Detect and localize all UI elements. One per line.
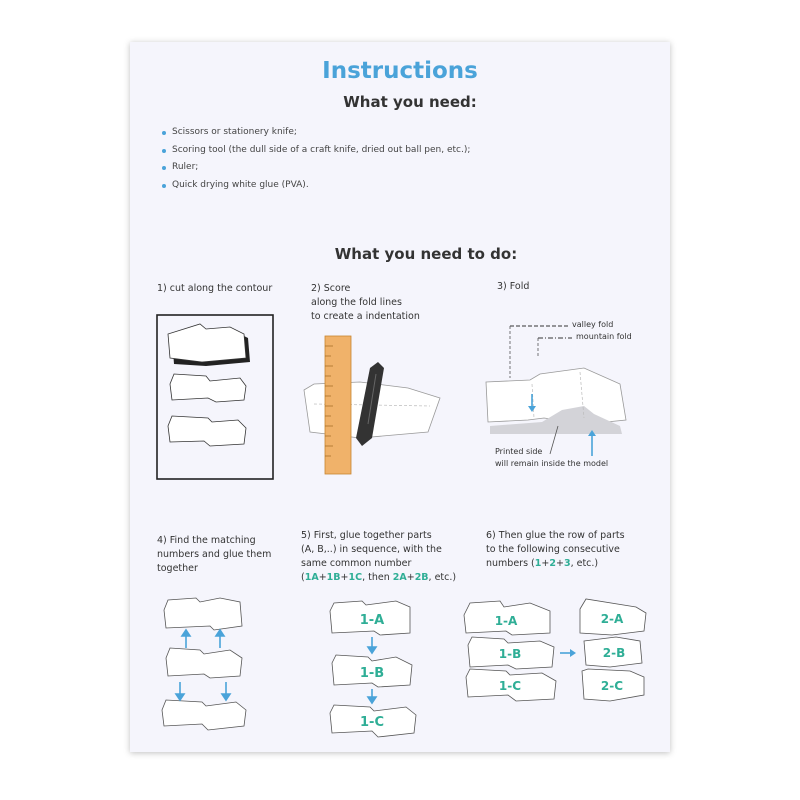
part-ref: 1C (348, 572, 363, 583)
match-numbers-illustration (156, 592, 286, 742)
step-2-line: to create a indentation (311, 311, 420, 322)
plus-sign: + (555, 558, 564, 569)
mountain-fold-label: mountain fold (576, 332, 632, 341)
what-you-need-to-do-heading: What you need to do: (334, 245, 518, 263)
score-illustration (300, 334, 450, 484)
plus-sign: + (318, 572, 327, 583)
step-6-line: to the following consecutive (486, 544, 620, 555)
step-6-line: 6) Then glue the row of parts (486, 530, 625, 541)
plus-sign: + (406, 572, 415, 583)
plus-sign: + (340, 572, 349, 583)
list-item: Ruler; (160, 159, 470, 177)
step-6-text (486, 529, 625, 571)
cut-contour-illustration (156, 314, 276, 484)
step-5-line: (A, B,..) in sequence, with the (301, 544, 442, 555)
part-ref: 1B (326, 572, 341, 583)
part-ref: 2A (392, 572, 407, 583)
list-item: Quick drying white glue (PVA). (160, 177, 470, 195)
paren: ( (301, 572, 305, 583)
valley-fold-label: valley fold (572, 320, 614, 329)
step-2-line: along the fold lines (311, 297, 402, 308)
instruction-sheet (130, 42, 670, 752)
then-text: , then (362, 572, 393, 583)
etc-text: , etc.) (428, 572, 457, 583)
part-label-1a: 1-A (359, 613, 385, 628)
step-5-line: same common number (301, 558, 412, 569)
part-label-1b: 1-B (359, 666, 385, 681)
part-ref: 1A (304, 572, 319, 583)
part-label-1c: 1-C (360, 715, 384, 730)
list-item: Scissors or stationery knife; (160, 124, 470, 142)
part-label-1a: 1-A (494, 614, 518, 628)
etc-text: , etc.) (570, 558, 599, 569)
step-2-line: 2) Score (311, 283, 351, 294)
printed-side-line: will remain inside the model (495, 459, 609, 468)
glue-rows-illustration (460, 597, 660, 707)
step-5-line: 5) First, glue together parts (301, 530, 432, 541)
row-number: 1 (534, 558, 542, 569)
what-you-need-heading: What you need: (343, 93, 477, 111)
printed-side-line: Printed side (495, 447, 543, 456)
part-label-1c: 1-C (498, 679, 522, 693)
step-5-text (301, 529, 456, 585)
row-number: 2 (549, 558, 556, 569)
part-ref: 2B (414, 572, 429, 583)
row-number: 3 (563, 558, 571, 569)
glue-sequence-illustration (326, 597, 436, 747)
tools-list (160, 124, 470, 194)
page-title: Instructions (322, 58, 478, 84)
step-1-text: 1) cut along the contour (157, 283, 273, 294)
printed-side-note (495, 446, 608, 470)
step-4-line: numbers and glue them (157, 549, 272, 560)
step-4-line: 4) Find the matching (157, 535, 256, 546)
step-6-example-line (486, 557, 625, 571)
step-3-text: 3) Fold (497, 281, 530, 292)
step-4-text (157, 534, 271, 576)
step-2-text (311, 282, 420, 324)
numbers-prefix: numbers ( (486, 558, 535, 569)
part-label-2b: 2-B (602, 646, 626, 660)
step-4-line: together (157, 563, 198, 574)
step-5-example-line (301, 571, 456, 585)
plus-sign: + (541, 558, 550, 569)
list-item: Scoring tool (the dull side of a craft knife, dried out ball pen, etc.); (160, 142, 470, 160)
part-label-2a: 2-A (600, 612, 624, 626)
part-label-2c: 2-C (600, 679, 624, 693)
part-label-1b: 1-B (498, 647, 522, 661)
